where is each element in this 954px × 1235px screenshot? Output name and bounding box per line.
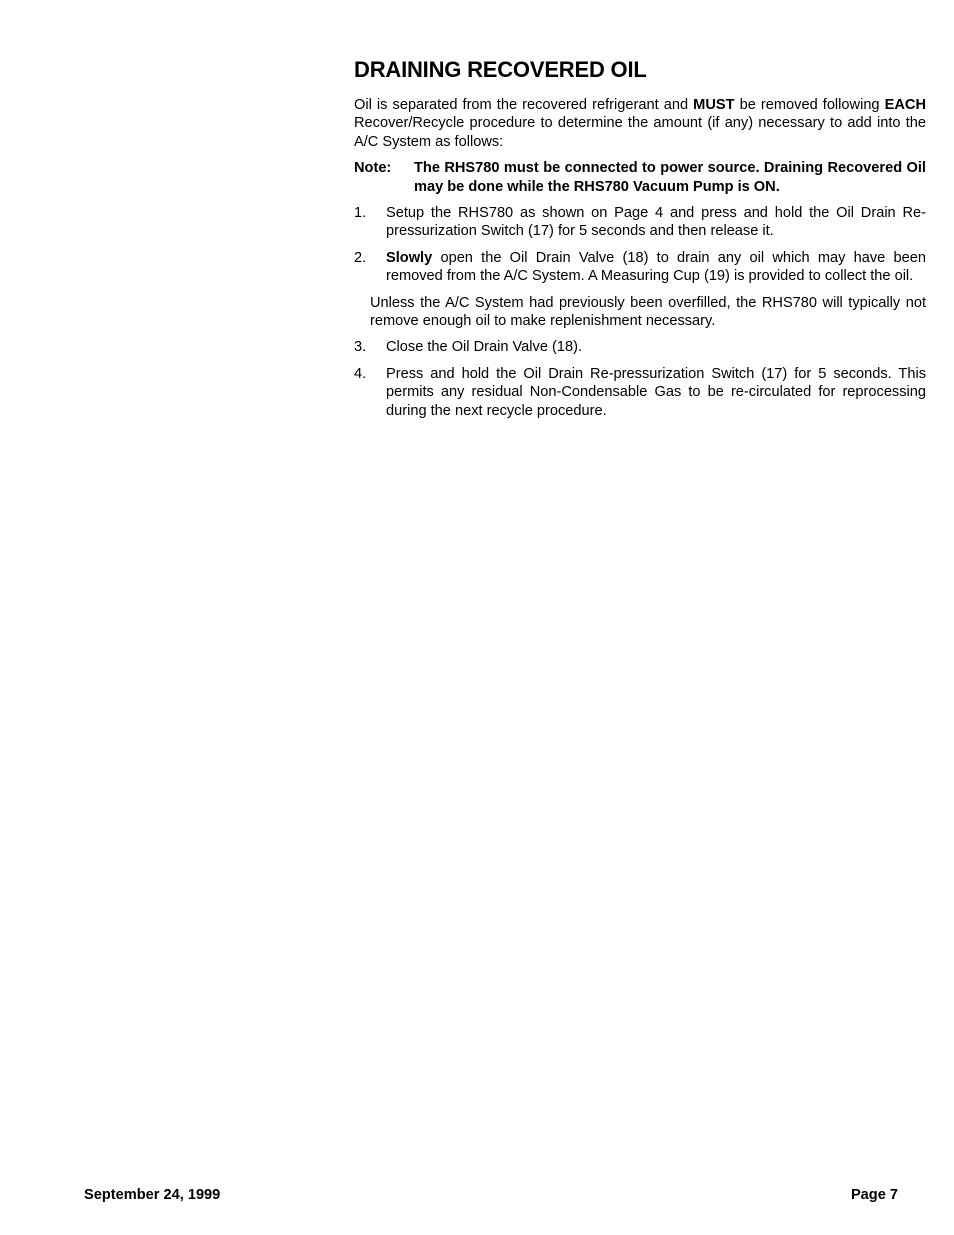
footer-page-number: Page 7 — [850, 1187, 898, 1203]
step-item-3 — [354, 338, 926, 356]
intro-bold-must: MUST — [693, 97, 735, 113]
step-text-rest: open the Oil Drain Valve (18) to drain any oil which may have been removed from the A/C System. A Measuring Cup (19) is provided to collect the oil. — [386, 249, 926, 285]
step-text: Close the Oil Drain Valve (18). — [386, 339, 583, 356]
aside-paragraph: Unless the A/C System had previously been overfilled, the RHS780 will typically not remove enough oil to make replenishment necessary. — [370, 294, 926, 330]
step-number: 4. — [354, 365, 367, 382]
note-label: Note: — [354, 160, 392, 177]
content-column — [354, 56, 926, 428]
page-title: DRAINING RECOVERED OIL — [354, 57, 647, 82]
note-text: The RHS780 must be connected to power source. Draining Recovered Oil may be done while the RHS780 Vacuum Pump is ON. — [414, 160, 926, 195]
intro-bold-each: EACH — [884, 97, 926, 113]
step-item-1 — [354, 204, 926, 241]
intro-text-3: Recover/Recycle procedure to determine the amount (if any) necessary to add into the A/C System as follows: — [354, 115, 926, 150]
intro-text-2: be removed following — [734, 97, 885, 113]
step-item-4 — [354, 365, 926, 420]
step-text — [386, 249, 926, 286]
step-text: Setup the RHS780 as shown on Page 4 and press and hold the Oil Drain Re-pressurization Switch (17) for 5 seconds and then release it. — [386, 205, 926, 240]
intro-text-1: Oil is separated from the recovered refrigerant and — [354, 97, 694, 113]
intro-paragraph — [354, 96, 926, 151]
step-number: 1. — [354, 205, 367, 222]
footer-date: September 24, 1999 — [84, 1187, 221, 1203]
step-number: 2. — [354, 249, 367, 266]
step-text: Press and hold the Oil Drain Re-pressurization Switch (17) for 5 seconds. This permits any residual Non-Condensable Gas to be re-circulated for reprocessing during the next recycle procedure. — [386, 365, 926, 419]
step-bold-slowly: Slowly — [386, 249, 433, 266]
step-item-2 — [354, 249, 926, 286]
step-number: 3. — [354, 339, 367, 356]
note-block — [354, 159, 926, 196]
